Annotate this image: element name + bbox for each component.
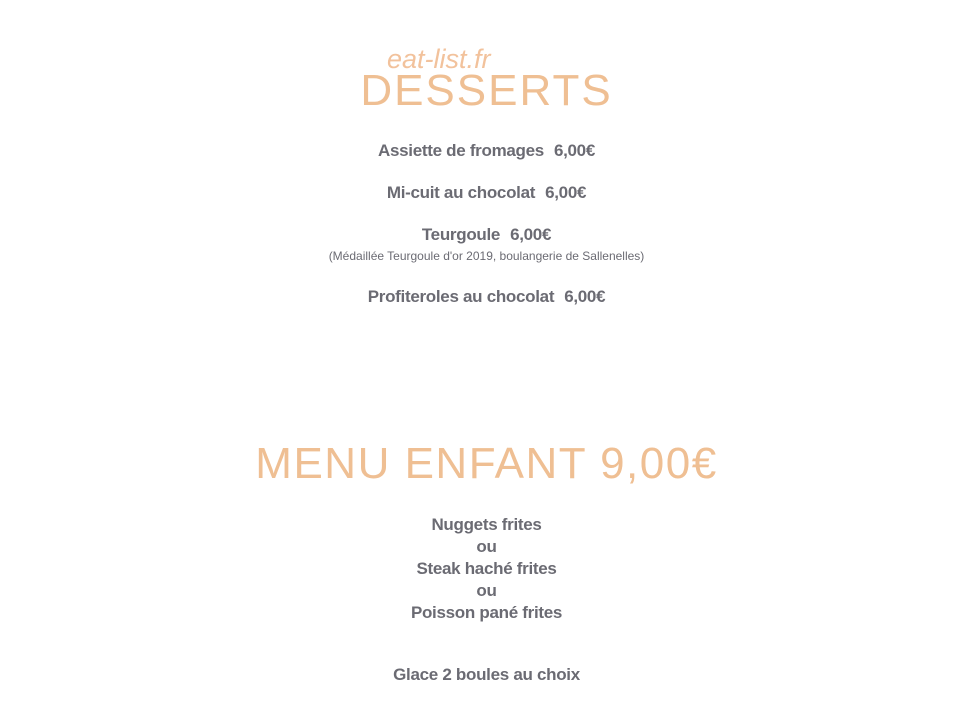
- dessert-item: [0, 287, 973, 307]
- watermark-logo: eat-list.fr: [387, 44, 491, 74]
- dessert-item-price: 6,00€: [564, 287, 606, 306]
- menu-enfant-line: ou: [476, 581, 497, 600]
- dessert-item: [0, 225, 973, 245]
- menu-enfant-line: ou: [476, 537, 497, 556]
- menu-enfant-title: MENU ENFANT 9,00€: [255, 439, 718, 488]
- dessert-item-name: Assiette de fromages: [378, 141, 544, 160]
- dessert-item: [0, 141, 973, 161]
- dessert-item-price: 6,00€: [510, 225, 552, 244]
- dessert-item-price: 6,00€: [553, 141, 595, 160]
- dessert-item-name: Profiteroles au chocolat: [367, 287, 555, 306]
- dessert-item: [0, 183, 973, 203]
- desserts-title: DESSERTS: [360, 66, 613, 115]
- menu-enfant-line: Steak haché frites: [416, 559, 557, 578]
- dessert-item-price: 6,00€: [545, 183, 587, 202]
- menu-enfant-line: Poisson pané frites: [410, 603, 563, 622]
- menu-enfant-dessert: Glace 2 boules au choix: [393, 665, 580, 684]
- dessert-item-name: Teurgoule: [421, 225, 501, 244]
- menu-enfant-line: Nuggets frites: [431, 515, 542, 534]
- dessert-item-name: Mi-cuit au chocolat: [386, 183, 536, 202]
- dessert-item-note: (Médaillée Teurgoule d'or 2019, boulangerie de Sallenelles): [328, 249, 645, 263]
